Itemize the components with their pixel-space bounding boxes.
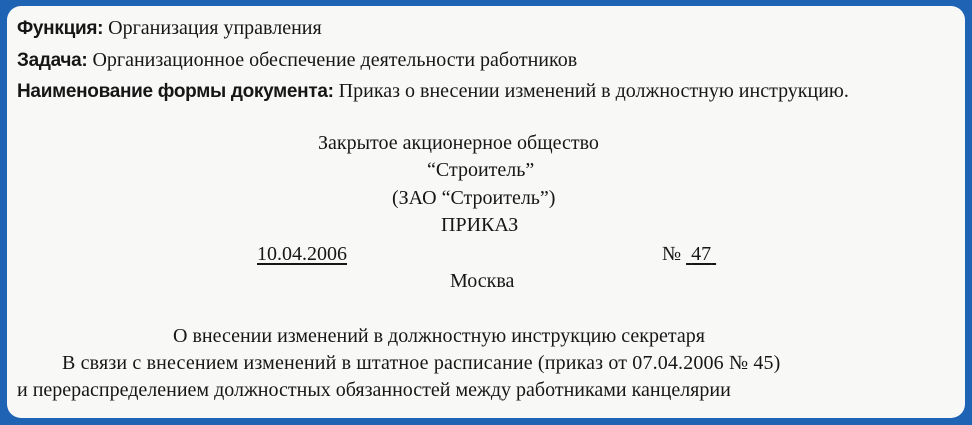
document-number <box>662 242 716 266</box>
form-name-row <box>17 79 849 104</box>
function-label: Функция: <box>17 18 104 39</box>
function-row <box>17 16 322 41</box>
task-row <box>17 48 577 73</box>
task-label: Задача: <box>17 50 88 71</box>
number-value: 47 <box>691 243 712 265</box>
document-page <box>7 6 965 418</box>
document-date: 10.04.2006 <box>257 243 347 265</box>
body-line-1: В связи с внесением изменений в штатное расписание (приказ от 07.04.2006 № 45) <box>62 352 781 374</box>
number-sign: № <box>662 243 682 265</box>
form-name-label: Наименование формы документа: <box>17 81 334 102</box>
function-value: Организация управления <box>108 17 322 39</box>
form-name-value: Приказ о внесении изменений в должностную инструкцию. <box>338 80 849 102</box>
task-value: Организационное обеспечение деятельности работников <box>92 49 578 71</box>
company-name: Закрытое акционерное общество <box>318 132 599 154</box>
company-short-name: “Строитель” <box>427 159 535 181</box>
document-type: ПРИКАЗ <box>441 214 519 236</box>
body-line-2: и перераспределением должностных обязанностей между работниками канцелярии <box>17 379 731 401</box>
company-abbreviation: (ЗАО “Строитель”) <box>392 187 556 209</box>
document-heading: О внесении изменений в должностную инструкцию секретаря <box>173 325 705 347</box>
document-city: Москва <box>450 270 515 292</box>
